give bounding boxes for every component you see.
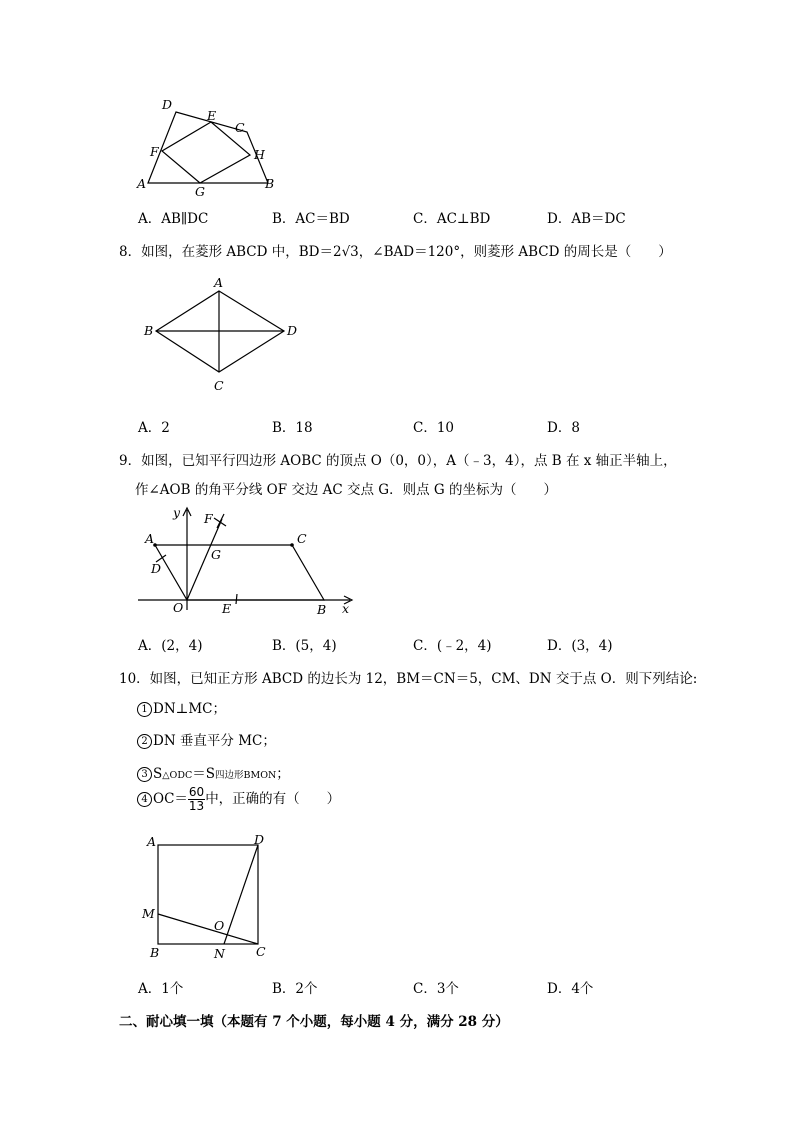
q9-label-y: y bbox=[173, 505, 181, 520]
q7-label-b: B bbox=[265, 176, 275, 191]
q10-option-c: C．3个 bbox=[413, 981, 459, 997]
q10-segment-dn bbox=[224, 845, 258, 944]
q7-option-d: D．AB＝DC bbox=[547, 211, 626, 227]
q9-option-b: B．(5，4) bbox=[272, 638, 337, 654]
q8-label-d: D bbox=[287, 323, 298, 338]
q9-label-a: A bbox=[145, 531, 155, 546]
q9-stem-line1: 9．如图，已知平行四边形 AOBC 的顶点 O（0，0），A（﹣3，4），点 B 在 x 轴正半轴上， bbox=[119, 453, 677, 469]
q10-option-d: D．4个 bbox=[547, 981, 594, 997]
q7-option-c: C．AC⊥BD bbox=[413, 211, 491, 227]
q8-option-d: D．8 bbox=[547, 420, 580, 436]
conclusion-4-post: 中，正确的有（ ） bbox=[205, 791, 341, 807]
conclusion-3-end: ； bbox=[276, 766, 290, 782]
q7-label-c: C bbox=[235, 120, 245, 135]
q8-option-a: A．2 bbox=[138, 420, 170, 436]
q9-option-a: A．(2，4) bbox=[138, 638, 203, 654]
q9-label-f: F bbox=[204, 511, 213, 526]
q8-label-c: C bbox=[214, 378, 224, 393]
fraction-numerator: 60 bbox=[188, 785, 205, 799]
q7-label-e: E bbox=[207, 108, 217, 123]
circled-number-3: 3 bbox=[137, 767, 152, 782]
q10-label-n: N bbox=[214, 946, 225, 961]
q9-label-c: C bbox=[297, 531, 307, 546]
q9-label-b: B bbox=[317, 602, 327, 617]
q7-option-b: B．AC＝BD bbox=[272, 211, 350, 227]
q9-stem-line2: 作∠AOB 的角平分线 OF 交边 AC 交点 G．则点 G 的坐标为（ ） bbox=[135, 482, 557, 498]
fraction-denominator: 13 bbox=[188, 799, 205, 813]
q7-label-f: F bbox=[150, 144, 159, 159]
area-sub-bmon: 四边形BMON bbox=[214, 770, 277, 781]
q10-label-m: M bbox=[142, 906, 155, 921]
area-eq: ＝S bbox=[192, 766, 215, 782]
q9-label-o: O bbox=[173, 600, 184, 615]
q9-label-x: x bbox=[342, 601, 350, 616]
circled-number-1: 1 bbox=[137, 702, 152, 717]
q7-label-h: H bbox=[254, 147, 265, 162]
circled-number-4: 4 bbox=[137, 792, 152, 807]
area-s: S bbox=[153, 766, 163, 782]
conclusion-4-pre: OC＝ bbox=[153, 791, 188, 807]
q10-option-a: A．1个 bbox=[138, 981, 184, 997]
conclusion-2-text: DN 垂直平分 MC； bbox=[153, 733, 276, 749]
q9-label-e: E bbox=[222, 601, 232, 616]
area-sub-odc: △ODC bbox=[162, 770, 193, 781]
q10-label-d: D bbox=[254, 832, 265, 847]
q8-stem: 8．如图，在菱形 ABCD 中，BD＝2√3，∠BAD＝120°，则菱形 ABCD 的周长是（ ） bbox=[119, 244, 672, 260]
q8-label-b: B bbox=[144, 323, 154, 338]
q8-option-c: C．10 bbox=[413, 420, 455, 436]
q7-label-d: D bbox=[162, 97, 173, 112]
conclusion-1-text: DN⊥MC； bbox=[153, 701, 226, 717]
section-2-heading: 二、耐心填一填（本题有 7 个小题，每小题 4 分，满分 28 分） bbox=[119, 1014, 509, 1030]
q8-label-a: A bbox=[214, 275, 224, 290]
q10-label-b: B bbox=[150, 945, 160, 960]
q7-label-a: A bbox=[137, 176, 147, 191]
q7-label-g: G bbox=[195, 184, 205, 199]
q10-stem: 10．如图，已知正方形 ABCD 的边长为 12，BM＝CN＝5，CM、DN 交于点 O．则下列结论: bbox=[119, 671, 698, 687]
circled-number-2: 2 bbox=[137, 734, 152, 749]
q10-label-o: O bbox=[214, 918, 225, 933]
q7-option-a: A．AB∥DC bbox=[138, 211, 209, 227]
q9-option-c: C．(﹣2，4) bbox=[413, 638, 492, 654]
q9-option-d: D．(3，4) bbox=[547, 638, 613, 654]
q10-label-a: A bbox=[147, 834, 157, 849]
q10-label-c: C bbox=[256, 944, 266, 959]
q9-label-d: D bbox=[151, 561, 162, 576]
q9-label-g: G bbox=[211, 547, 221, 562]
q10-segment-mc bbox=[158, 914, 258, 944]
q8-option-b: B．18 bbox=[272, 420, 313, 436]
q10-option-b: B．2个 bbox=[272, 981, 318, 997]
